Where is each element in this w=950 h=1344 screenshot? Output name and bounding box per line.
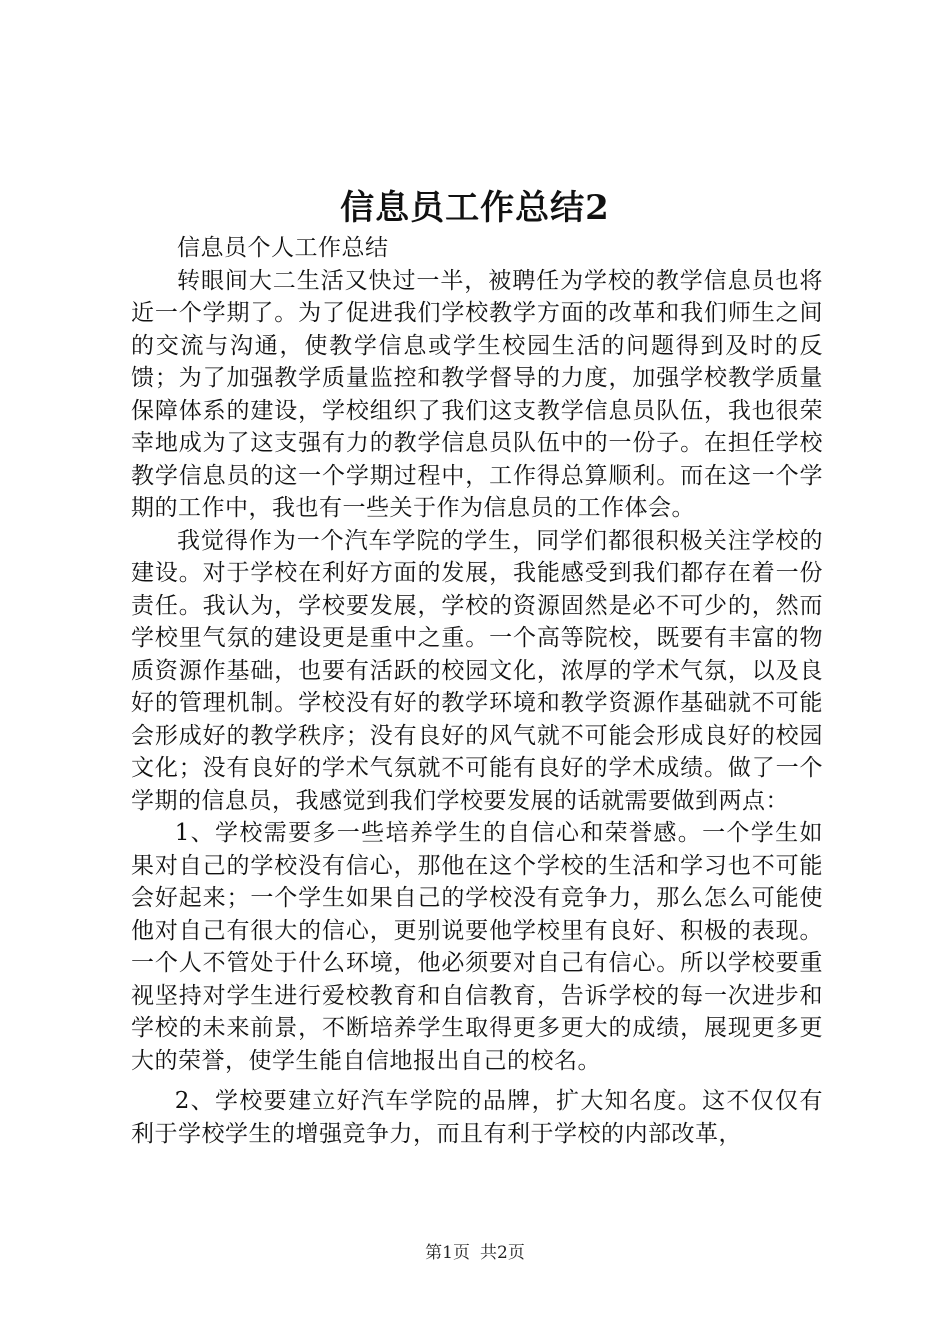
page-number: 第1页 [425, 1243, 470, 1263]
document-body [131, 232, 823, 1150]
page-footer [0, 1241, 950, 1265]
paragraph-intro: 转眼间大二生活又快过一半，被聘任为学校的教学信息员也将近一个学期了。为了促进我们学校教学方面的改革和我们师生之间的交流与沟通，使教学信息或学生校园生活的问题得到及时的反馈；为了加强教学质量监控和教学督导的力度，加强学校教学质量保障体系的建设，学校组织了我们这支教学信息员队伍，我也很荣幸地成为了这支强有力的教学信息员队伍中的一份子。在担任学校教学信息员的这一个学期过程中，工作得总算顺利。而在这一个学期的工作中，我也有一些关于作为信息员的工作体会。 [131, 267, 823, 521]
paragraph-opinion: 我觉得作为一个汽车学院的学生，同学们都很积极关注学校的建设。对于学校在利好方面的发展，我能感受到我们都存在着一份责任。我认为，学校要发展，学校的资源固然是必不可少的，然而学校里气氛的建设更是重中之重。一个高等院校，既要有丰富的物质资源作基础，也要有活跃的校园文化，浓厚的学术气氛，以及良好的管理机制。学校没有好的教学环境和教学资源作基础就不可能会形成好的教学秩序；没有良好的风气就不可能会形成良好的校园文化；没有良好的学术气氛就不可能有良好的学术成绩。做了一个学期的信息员，我感觉到我们学校要发展的话就需要做到两点： [131, 527, 823, 814]
document-title: 信息员工作总结2 [340, 188, 610, 228]
document-subtitle: 信息员个人工作总结 [177, 235, 389, 261]
page-total: 共2页 [480, 1243, 525, 1263]
paragraph-point-1: 1、学校需要多一些培养学生的自信心和荣誉感。一个学生如果对自己的学校没有信心，那他在这个学校的生活和学习也不可能会好起来；一个学生如果自己的学校没有竞争力，那么怎么可能使他对自己有很大的信心，更别说要他学校里有良好、积极的表现。一个人不管处于什么环境，他必须要对自己有信心。所以学校要重视坚持对学生进行爱校教育和自信教育，告诉学校的每一次进步和学校的未来前景，不断培养学生取得更多更大的成绩，展现更多更大的荣誉，使学生能自信地报出自己的校名。 [131, 820, 823, 1074]
paragraph-point-2: 2、学校要建立好汽车学院的品牌，扩大知名度。这不仅仅有利于学校学生的增强竞争力，而且有利于学校的内部改革， [131, 1088, 823, 1147]
